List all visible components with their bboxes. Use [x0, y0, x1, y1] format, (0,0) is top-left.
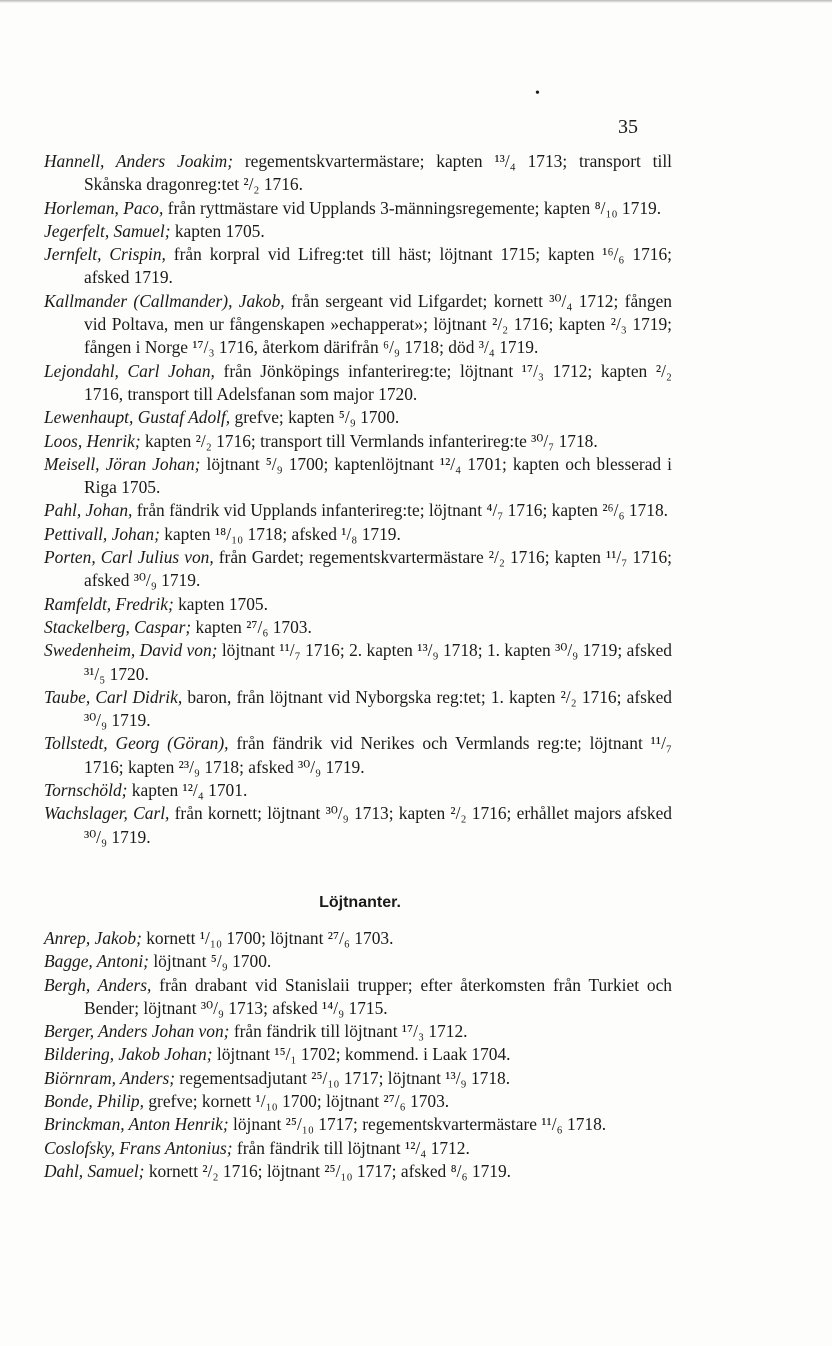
entry-bildering: [44, 1043, 672, 1066]
entry-name: Bonde, Philip,: [44, 1091, 144, 1112]
entry-brinckman: [44, 1113, 672, 1136]
entry-coslofsky: [44, 1137, 672, 1160]
entry-name: Hannell, Anders Joakim;: [44, 151, 233, 171]
entry-text: från fändrik till löjtnant ¹²/₄ 1712.: [232, 1137, 470, 1158]
entry-text: löjtnant ¹¹/₇ 1716; 2. kapten ¹³/₉ 1718; 1. kapten ³⁰/₉ 1719; afsked ³¹/₅ 1720.: [84, 640, 672, 684]
entry-jegerfelt: [44, 220, 672, 243]
entry-name: Anrep, Jakob;: [44, 928, 142, 948]
entry-hannell: [44, 150, 672, 197]
entry-bonde: [44, 1090, 672, 1113]
entry-name: Pahl, Johan,: [44, 500, 133, 521]
entry-name: Swedenheim, David von;: [44, 640, 218, 661]
entry-text: kornett ²/₂ 1716; löjtnant ²⁵/₁₀ 1717; afsked ⁸/₆ 1719.: [144, 1160, 512, 1181]
entry-lewenhaupt: [44, 406, 672, 429]
entry-tollstedt: [44, 732, 672, 779]
entry-name: Ramfeldt, Fredrik;: [44, 593, 174, 614]
entry-loos: [44, 430, 672, 453]
captains-section: [44, 150, 672, 849]
entry-text: från fändrik till löjtnant ¹⁷/₃ 1712.: [229, 1021, 468, 1042]
entry-name: Meisell, Jöran Johan;: [44, 453, 201, 474]
section-heading-lojtnanter: Löjtnanter.: [319, 894, 401, 911]
entry-text: kapten ¹⁸/₁₀ 1718; afsked ¹/₈ 1719.: [159, 523, 401, 544]
entry-text: kapten ²⁷/₆ 1703.: [191, 616, 312, 637]
entry-biornram: [44, 1067, 672, 1090]
entry-text: från Gardet; regementskvartermästare ²/₂ 1716; kapten ¹¹/₇ 1716; afsked ³⁰/₉ 1719.: [84, 547, 672, 591]
entry-wachslager: [44, 802, 672, 849]
entry-jernfelt: [44, 243, 672, 290]
entry-text: från korpral vid Lifreg:tet till häst; löjtnant 1715; kapten ¹⁶/₆ 1716; afsked 1719.: [84, 244, 672, 288]
entry-horleman: [44, 197, 672, 220]
entry-name: Stackelberg, Caspar;: [44, 616, 192, 637]
entry-text: från drabant vid Stanislaii trupper; efter återkomsten från Turkiet och Bender; löjtnant ³⁰/₉ 1713; afsked ¹⁴/₉ 1715.: [84, 974, 672, 1018]
entry-stackelberg: [44, 616, 672, 639]
entry-name: Lewenhaupt, Gustaf Adolf,: [44, 407, 231, 428]
entry-text: löjtnant ⁵/₉ 1700.: [148, 951, 272, 972]
speck-mark: •: [535, 86, 540, 101]
entry-pettivall: [44, 523, 672, 546]
entry-text: från kornett; löjtnant ³⁰/₉ 1713; kapten ²/₂ 1716; erhållet majors afsked ³⁰/₉ 1719.: [84, 803, 673, 847]
entry-name: Dahl, Samuel;: [44, 1160, 145, 1181]
entry-kallmander: [44, 290, 672, 360]
entry-lejondahl: [44, 360, 672, 407]
entry-name: Tornschöld;: [44, 780, 128, 801]
entry-name: Bildering, Jakob Johan;: [44, 1044, 213, 1065]
entry-name: Jegerfelt, Samuel;: [44, 220, 171, 241]
entry-name: Berger, Anders Johan von;: [44, 1021, 230, 1042]
entry-name: Jernfelt, Crispin,: [44, 244, 166, 265]
entry-text: från fändrik vid Nerikes och Vermlands reg:te; löjtnant ¹¹/₇ 1716; kapten ²³/₉ 1718; afsked ³⁰/₉ 1719.: [84, 733, 672, 777]
entry-name: Bergh, Anders,: [44, 974, 152, 995]
entry-text: löjnant ²⁵/₁₀ 1717; regementskvartermästare ¹¹/₆ 1718.: [228, 1114, 607, 1135]
entry-porten: [44, 546, 672, 593]
entry-dahl: [44, 1160, 672, 1183]
entry-text: från Jönköpings infanterireg:te; löjtnant ¹⁷/₃ 1712; kapten ²/₂ 1716, transport till Adelsfanan som major 1720.: [84, 360, 672, 404]
entry-name: Lejondahl, Carl Johan,: [44, 360, 215, 381]
entry-text: kapten 1705.: [170, 220, 265, 241]
entry-text: grefve; kornett ¹/₁₀ 1700; löjtnant ²⁷/₆ 1703.: [143, 1091, 450, 1112]
entry-name: Coslofsky, Frans Antonius;: [44, 1137, 233, 1158]
entry-text: löjtnant ¹⁵/₁ 1702; kommend. i Laak 1704.: [212, 1044, 511, 1065]
entry-text: kornett ¹/₁₀ 1700; löjtnant ²⁷/₆ 1703.: [141, 928, 394, 948]
lieutenants-section: [44, 927, 672, 1183]
entry-bergh: [44, 974, 672, 1021]
entry-text: kapten 1705.: [173, 593, 268, 614]
entry-name: Pettivall, Johan;: [44, 523, 160, 544]
entry-bagge: [44, 950, 672, 973]
entry-name: Kallmander (Callmander), Jakob,: [44, 290, 285, 311]
page-number: 35: [618, 116, 638, 138]
entry-anrep: [44, 927, 672, 950]
entry-berger: [44, 1020, 672, 1043]
entry-name: Tollstedt, Georg (Göran),: [44, 733, 229, 754]
entry-text: kapten ²/₂ 1716; transport till Vermlands infanterireg:te ³⁰/₇ 1718.: [140, 430, 598, 451]
entry-name: Loos, Henrik;: [44, 430, 141, 451]
entry-text: baron, från löjtnant vid Nyborgska reg:tet; 1. kapten ²/₂ 1716; afsked ³⁰/₉ 1719.: [84, 686, 673, 731]
entry-tornschold: [44, 779, 672, 802]
entry-name: Brinckman, Anton Henrik;: [44, 1114, 229, 1135]
entry-name: Bagge, Antoni;: [44, 951, 149, 972]
entry-text: regementskvartermästare; kapten ¹³/₄ 1713; transport till Skånska dragonreg:tet ²/₂ 1716.: [84, 151, 672, 195]
entry-text: grefve; kapten ⁵/₉ 1700.: [230, 407, 400, 428]
entry-meisell: [44, 453, 672, 500]
entry-text: från ryttmästare vid Upplands 3-männingsregemente; kapten ⁸/₁₀ 1719.: [163, 197, 662, 218]
entry-text: kapten ¹²/₄ 1701.: [127, 780, 248, 801]
entry-name: Taube, Carl Didrik,: [44, 686, 183, 707]
entry-swedenheim: [44, 639, 672, 686]
entry-name: Porten, Carl Julius von,: [44, 547, 214, 568]
entry-text: från fändrik vid Upplands infanterireg:te; löjtnant ⁴/₇ 1716; kapten ²⁶/₆ 1718.: [132, 500, 668, 521]
scan-edge: [0, 0, 832, 3]
entry-text: regementsadjutant ²⁵/₁₀ 1717; löjtnant ¹³/₉ 1718.: [175, 1067, 511, 1088]
entry-name: Wachslager, Carl,: [44, 803, 170, 824]
entry-text: från sergeant vid Lifgardet; kornett ³⁰/₄ 1712; fången vid Poltava, men ur fångenskapen »echapperat»; löjtnant ²/₂ 1716; kapten ²/₃ 1719; fången i Norge ¹⁷/₃ 1716, återkom därifrån ⁶/₉ 1718; död ³/₄ 1719.: [84, 290, 672, 358]
entry-ramfeldt: [44, 593, 672, 616]
entry-text: löjtnant ⁵/₉ 1700; kaptenlöjtnant ¹²/₄ 1701; kapten och blesserad i Riga 1705.: [84, 453, 673, 498]
entry-name: Horleman, Paco,: [44, 197, 164, 218]
entry-taube: [44, 686, 672, 733]
entry-pahl: [44, 499, 672, 522]
entry-name: Biörnram, Anders;: [44, 1067, 176, 1088]
